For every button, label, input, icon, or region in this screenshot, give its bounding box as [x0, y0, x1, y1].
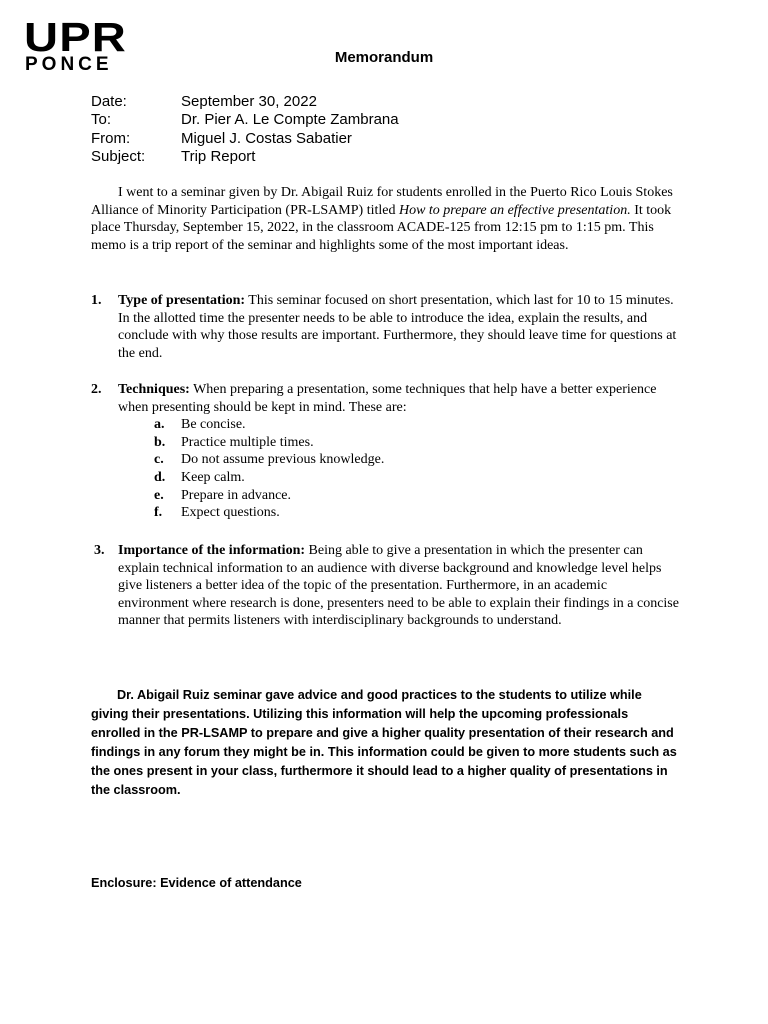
intro-text-cont: It took place Thursday, September 15, 2022, in the classroom ACADE-125 from 12:15 pm to 1:15 pm. This memo is a trip report of the seminar and highlights some of the most important ideas.: [91, 202, 672, 253]
memo-title: [0, 49, 768, 66]
item-body: [118, 292, 681, 362]
list-item: [154, 487, 681, 505]
header-label: To:: [91, 111, 112, 129]
header-row-from: [91, 130, 399, 148]
logo-text-bottom: PONCE: [25, 54, 113, 75]
sub-text: Be concise.: [181, 417, 246, 433]
item-number: 1.: [91, 293, 102, 308]
header-value: Miguel J. Costas Sabatier: [181, 129, 352, 147]
memo-title-text: Memorandum: [334, 49, 434, 66]
list-item: [154, 434, 681, 452]
seminar-title: How to prepare an effective presentation.: [398, 202, 631, 218]
item-heading: Type of presentation:: [118, 293, 246, 308]
memo-header: [91, 93, 399, 166]
sub-text: Practice multiple times.: [181, 434, 314, 450]
list-item-2: [91, 381, 681, 522]
item-text: When preparing a presentation, some techniques that help have a better experience when presenting should be kept in mind. These are:: [118, 382, 657, 415]
sub-letter: a.: [154, 417, 165, 433]
list-item-1: [91, 292, 681, 362]
header-row-to: [91, 111, 399, 129]
item-heading: Techniques:: [118, 382, 190, 397]
list-item: [154, 469, 681, 487]
enclosure-note: Enclosure: Evidence of attendance: [91, 876, 302, 890]
header-value: Dr. Pier A. Le Compte Zambrana: [181, 111, 399, 129]
item-text: Being able to give a presentation in which the presenter can explain technical information to an audience with diverse background and knowledge level helps give listeners a better idea of the topic of the presentation. Furthermore, in an academic environment where research is done, presenters need to be able to explain their findings in a concise manner that permits listeners with interdisciplinary backgrounds to understand.: [118, 543, 679, 629]
list-item: [154, 451, 681, 469]
item-number: 2.: [91, 382, 102, 397]
sub-text: Do not assume previous knowledge.: [181, 452, 385, 468]
sub-letter: d.: [154, 469, 166, 485]
item-text: This seminar focused on short presentation, which last for 10 to 15 minutes. In the allotted time the presenter needs to be able to introduce the idea, explain the results, and conclude with why those results are important. Furthermore, they should leave time for questions at the end.: [118, 293, 677, 361]
header-label: Subject:: [91, 147, 146, 165]
item-heading: Importance of the information:: [118, 543, 306, 558]
conclusion-paragraph: Dr. Abigail Ruiz seminar gave advice and good practices to the students to utilize while giving their presentations. Utilizing this information will help the upcoming professionals enrolled in the PR-LSAMP to prepare and give a higher quality presentation of their research and findings in any forum they might be in. This information could be given to more students such as the ones present in your class, furthermore it should lead to a higher quality of presentations in the classroom.: [91, 688, 677, 797]
header-value: September 30, 2022: [181, 93, 317, 110]
header-label: From:: [91, 129, 131, 147]
item-body: [118, 542, 681, 630]
item-body: [118, 381, 681, 416]
sub-letter: f.: [154, 505, 163, 521]
item-number: 3.: [94, 543, 105, 558]
sub-text: Keep calm.: [181, 469, 245, 485]
header-row-date: [91, 93, 399, 111]
technique-sublist: [154, 416, 681, 522]
logo-text-top: UPR: [24, 14, 128, 60]
sub-text: Expect questions.: [181, 505, 280, 521]
list-item: [154, 416, 681, 434]
intro-paragraph: [91, 184, 681, 254]
header-value: Trip Report: [181, 147, 256, 165]
sub-letter: c.: [154, 452, 164, 468]
intro-text: I went to a seminar given by Dr. Abigail Ruiz for students enrolled in the Puerto Rico Louis Stokes Alliance of Minority Participation (PR-LSAMP) titled: [91, 185, 673, 218]
list-item-3: [91, 542, 681, 630]
header-label: Date:: [91, 93, 127, 110]
sub-letter: b.: [154, 434, 166, 450]
sub-letter: e.: [154, 487, 164, 503]
list-item: [154, 504, 681, 522]
header-row-subject: [91, 148, 399, 166]
sub-text: Prepare in advance.: [181, 487, 291, 503]
